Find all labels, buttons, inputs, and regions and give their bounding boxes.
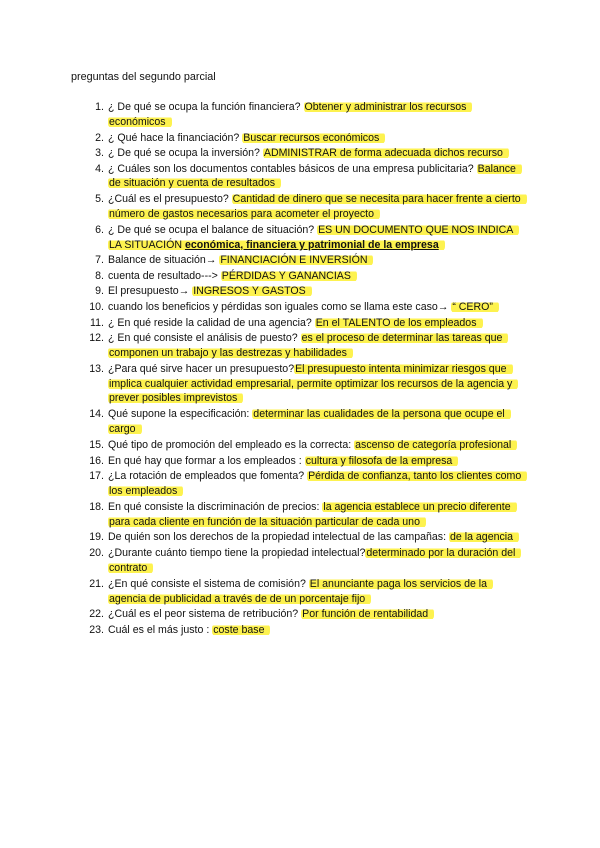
question-text: ¿La rotación de empleados que fomenta? (108, 470, 308, 483)
question-text: ¿ De qué se ocupa la inversión? (108, 147, 263, 160)
answer-highlight: es el proceso de determinar las tareas que componen un trabajo y las destrezas y habilidades (108, 332, 508, 359)
question-number: 2. (95, 131, 104, 144)
question-number: 7. (95, 254, 104, 267)
question-text: ¿Cuál es el presupuesto? (108, 193, 232, 206)
question-item (87, 192, 527, 221)
question-number: 20. (89, 547, 104, 560)
question-item (87, 577, 527, 606)
question-number: 15. (89, 438, 104, 451)
question-text: Qué tipo de promoción del empleado es la correcta: (108, 438, 355, 451)
answer-highlight: ADMINISTRAR de forma adecuada dichos recurso (263, 147, 509, 159)
answer-highlight: cultura y filosofa de la empresa (305, 455, 459, 467)
answer-highlight: “ CERO” (451, 301, 499, 313)
answer-highlight: Balance de situación y cuenta de resultados (108, 163, 522, 190)
question-item (87, 469, 527, 498)
question-item (87, 300, 527, 315)
question-item (87, 500, 527, 529)
question-item (87, 362, 527, 406)
question-item (87, 253, 527, 268)
question-item (87, 546, 527, 575)
answer-highlight: Buscar recursos económicos (242, 132, 385, 144)
question-number: 16. (89, 454, 104, 467)
question-text: cuando los beneficios y pérdidas son iguales como se llama este caso→ (108, 301, 452, 314)
question-number: 11. (90, 316, 104, 329)
answer-highlight: Por función de rentabilidad (301, 608, 434, 620)
question-number: 10. (89, 301, 104, 314)
question-item (87, 146, 527, 161)
answer-highlight: FINANCIACIÓN E INVERSIÓN (219, 254, 373, 266)
answer-highlight: Pérdida de confianza, tanto los clientes como los empleados (108, 470, 527, 497)
question-item (87, 438, 527, 453)
question-item (87, 100, 527, 129)
answer-highlight: PÉRDIDAS Y GANANCIAS (221, 270, 357, 282)
question-number: 23. (89, 623, 104, 636)
question-text: ¿ Qué hace la financiación? (108, 131, 243, 144)
question-item (87, 284, 527, 299)
question-item (87, 331, 527, 360)
question-text: Qué supone la especificación: (108, 408, 253, 421)
question-item (87, 407, 527, 436)
answer-highlight: ascenso de categoría profesional (354, 439, 517, 451)
question-number: 22. (89, 608, 104, 621)
answer-highlight: El presupuesto intenta minimizar riesgos que implica cualquier actividad empresarial, permite optimizar los recursos de la agencia y prever posibles imprevistos (108, 363, 518, 404)
question-text: ¿ Cuáles son los documentos contables básicos de una empresa publicitaria? (108, 162, 477, 175)
question-number: 13. (89, 362, 104, 375)
question-text: El presupuesto→ (108, 285, 193, 298)
answer-highlight: En el TALENTO de los empleados (315, 317, 483, 329)
question-number: 21. (89, 577, 104, 590)
question-text: En qué consiste la discriminación de precios: (108, 500, 323, 513)
question-text: De quién son los derechos de la propiedad intelectual de las campañas: (108, 531, 449, 544)
question-number: 19. (89, 531, 104, 544)
answer-highlight: coste base (212, 624, 270, 636)
question-text: En qué hay que formar a los empleados : (108, 454, 305, 467)
question-number: 8. (95, 269, 104, 282)
question-item (87, 623, 527, 638)
question-text: ¿Cuál es el peor sistema de retribución? (108, 608, 302, 621)
question-text: ¿ De qué se ocupa el balance de situación? (108, 223, 318, 236)
question-item (87, 454, 527, 469)
question-number: 17. (89, 470, 104, 483)
question-item (87, 162, 527, 191)
question-text: Cuál es el más justo : (108, 623, 213, 636)
question-list (87, 100, 527, 638)
question-number: 6. (95, 223, 104, 236)
answer-highlight: INGRESOS Y GASTOS (192, 285, 311, 297)
question-number: 5. (95, 193, 104, 206)
answer-highlight: de la agencia (449, 531, 519, 543)
answer-text: ES UN DOCUMENTO QUE NOS INDICA LA SITUACIÓN (109, 223, 513, 251)
question-number: 1. (95, 101, 104, 113)
question-number: 12. (89, 332, 104, 345)
question-text: ¿Para qué sirve hacer un presupuesto? (108, 362, 295, 375)
question-number: 3. (95, 147, 104, 160)
question-item (87, 530, 527, 545)
question-item (87, 269, 527, 284)
question-text: ¿En qué consiste el sistema de comisión? (108, 577, 309, 590)
question-text: ¿ De qué se ocupa la función financiera? (108, 101, 304, 113)
question-number: 4. (95, 162, 104, 175)
answer-highlight: El anunciante paga los servicios de la agencia de publicidad a través de de un porcentaje fijo (108, 578, 493, 605)
question-number: 9. (95, 285, 104, 298)
answer-highlight: determinar las cualidades de la persona que ocupe el cargo (108, 408, 511, 435)
answer-emphasis: económica, financiera y patrimonial de la empresa (184, 238, 439, 251)
question-item (87, 316, 527, 331)
document-title: preguntas del segundo parcial (71, 71, 216, 83)
question-text: ¿ En qué reside la calidad de una agencia? (108, 316, 315, 329)
question-text: ¿ En qué consiste el análisis de puesto? (108, 332, 301, 345)
question-number: 18. (89, 500, 104, 513)
answer-highlight: la agencia establece un precio diferente para cada cliente en función de la situación particular de cada uno (108, 501, 517, 528)
question-text: cuenta de resultado---> (108, 269, 221, 282)
question-number: 14. (89, 408, 104, 421)
answer-highlight: Cantidad de dinero que se necesita para hacer frente a cierto número de gastos necesarios para acometer el proyecto (108, 193, 527, 220)
question-item (87, 607, 527, 622)
question-item (87, 223, 527, 252)
answer-highlight: determinado por la duración del contrato (108, 547, 521, 574)
question-text: Balance de situación→ (108, 254, 220, 267)
question-item (87, 131, 527, 146)
question-text: ¿Durante cuánto tiempo tiene la propiedad intelectual? (108, 547, 366, 560)
answer-highlight: Obtener y administrar los recursos económicos (108, 101, 472, 128)
